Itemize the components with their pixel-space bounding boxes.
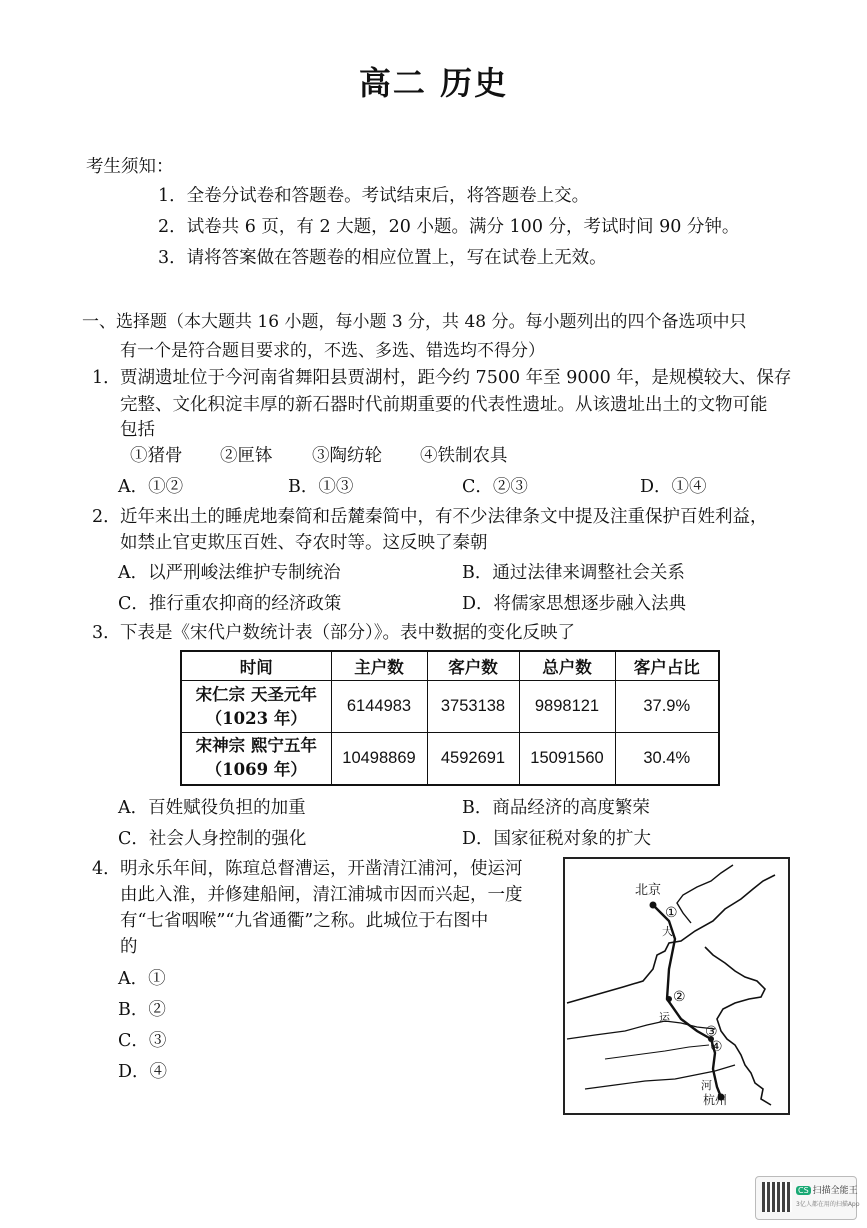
q4-stem-line: 的 <box>120 937 138 957</box>
q3-stem: 下表是《宋代户数统计表（部分）》。表中数据的变化反映了 <box>120 623 575 643</box>
q1-option-d[interactable]: D．①④ <box>640 477 707 497</box>
scanner-brand <box>796 1183 858 1196</box>
map-label-hangzhou: 杭州 <box>703 1093 728 1107</box>
q1-item: ②匣钵 <box>220 446 273 466</box>
q1-item: ①猪骨 <box>130 446 183 466</box>
q2-number: 2． <box>92 507 121 527</box>
map-marker-1: ① <box>665 905 678 921</box>
table-header: 总户数 <box>519 651 615 681</box>
notice-heading: 考生须知： <box>86 157 174 177</box>
map-label-da: 大 <box>662 925 673 938</box>
table-cell: 37.9% <box>615 681 719 733</box>
map-label-yun: 运 <box>659 1011 670 1024</box>
q2-option-c[interactable]: C．推行重农抑商的经济政策 <box>118 594 342 614</box>
scanner-watermark <box>755 1176 860 1220</box>
time-line: （1023 年） <box>205 708 307 728</box>
cs-logo-icon: CS <box>798 1186 809 1195</box>
section-heading: 一、选择题（本大题共 16 小题，每小题 3 分，共 48 分。每小题列出的四个备选项中只 <box>82 312 747 332</box>
table-cell: 9898121 <box>519 681 615 733</box>
map-drawing <box>565 859 788 1113</box>
scanner-tagline: 3亿人都在用的扫描App <box>796 1201 860 1208</box>
notice-item: 1．全卷分试卷和答题卷。考试结束后，将答题卷上交。 <box>158 186 590 206</box>
map-marker-2: ② <box>673 989 686 1005</box>
table-cell: 4592691 <box>427 733 519 785</box>
table-cell: 30.4% <box>615 733 719 785</box>
table-header-row <box>181 651 719 681</box>
q1-number: 1． <box>92 368 121 388</box>
table-cell: 15091560 <box>519 733 615 785</box>
table-cell: 10498869 <box>331 733 427 785</box>
time-line: 宋仁宗 天圣元年 <box>195 684 317 704</box>
table-header: 客户占比 <box>615 651 719 681</box>
huai-river <box>605 1045 709 1059</box>
time-line: （1069 年） <box>205 760 307 780</box>
q1-stem-line: 贾湖遗址位于今河南省舞阳县贾湖村，距今约 7500 年至 9000 年，是规模较大、保存 <box>120 368 792 388</box>
q3-option-b[interactable]: B．商品经济的高度繁荣 <box>462 798 650 818</box>
notice-item: 2．试卷共 6 页，有 2 大题，20 小题。满分 100 分，考试时间 90 分钟。 <box>158 217 740 237</box>
scanner-app-name: 扫描全能王 <box>812 1186 858 1196</box>
qr-code-icon <box>762 1182 792 1212</box>
table-cell: 3753138 <box>427 681 519 733</box>
time-line: 宋神宗 熙宁五年 <box>195 736 317 756</box>
household-table <box>180 650 720 786</box>
q4-option-c[interactable]: C．③ <box>118 1031 167 1051</box>
q3-option-a[interactable]: A．百姓赋役负担的加重 <box>118 798 306 818</box>
table-header: 主户数 <box>331 651 427 681</box>
q3-number: 3． <box>92 623 121 643</box>
q4-option-a[interactable]: A．① <box>118 969 166 989</box>
page-title: 高二 历史 <box>358 64 509 102</box>
q4-stem-line: 由此入淮，并修建船闸，清江浦城市因而兴起，一度 <box>120 885 523 905</box>
q1-option-c[interactable]: C．②③ <box>462 477 528 497</box>
section-heading-cont: 有一个是符合题目要求的，不选、多选、错选均不得分） <box>120 341 545 361</box>
map-marker-4: ④ <box>710 1039 723 1055</box>
map-label-he: 河 <box>701 1079 712 1092</box>
table-cell-time <box>181 681 331 733</box>
table-cell-time <box>181 733 331 785</box>
q1-option-a[interactable]: A．①② <box>118 477 184 497</box>
table-cell: 6144983 <box>331 681 427 733</box>
q4-option-d[interactable]: D．④ <box>118 1062 168 1082</box>
beijing-dot <box>650 902 657 909</box>
table-header: 客户数 <box>427 651 519 681</box>
q1-item: ③陶纺轮 <box>312 446 382 466</box>
notice-item: 3．请将答案做在答题卷的相应位置上，写在试卷上无效。 <box>158 248 607 268</box>
q2-stem-line: 近年来出土的睡虎地秦简和岳麓秦简中，有不少法律条文中提及注重保护百姓利益， <box>120 507 768 527</box>
q3-option-d[interactable]: D．国家征税对象的扩大 <box>462 829 652 849</box>
map-label-beijing: 北京 <box>635 883 662 898</box>
city-dot <box>666 996 672 1002</box>
q3-option-c[interactable]: C．社会人身控制的强化 <box>118 829 307 849</box>
q4-stem-line: 明永乐年间，陈瑄总督漕运，开凿清江浦河，使运河 <box>120 859 523 879</box>
bohai-coast <box>677 865 733 923</box>
coastline-north <box>567 875 775 1003</box>
q4-stem-line: 有“七省咽喉”“九省通衢”之称。此城位于右图中 <box>120 911 489 931</box>
table-header: 时间 <box>181 651 331 681</box>
q1-stem-line: 包括 <box>120 420 155 440</box>
yellow-river <box>567 1021 715 1039</box>
q2-option-b[interactable]: B．通过法律来调整社会关系 <box>462 563 685 583</box>
q2-stem-line: 如禁止官吏欺压百姓、夺农时等。这反映了秦朝 <box>120 533 488 553</box>
q2-option-d[interactable]: D．将儒家思想逐步融入法典 <box>462 594 687 614</box>
q1-item: ④铁制农具 <box>420 446 508 466</box>
q1-stem-line: 完整、文化积淀丰厚的新石器时代前期重要的代表性遗址。从该遗址出土的文物可能 <box>120 395 768 415</box>
q4-option-b[interactable]: B．② <box>118 1000 166 1020</box>
map-marker-3: ③ <box>705 1024 718 1040</box>
grand-canal-map <box>563 857 790 1115</box>
q1-option-b[interactable]: B．①③ <box>288 477 354 497</box>
q4-number: 4． <box>92 859 121 879</box>
table-row <box>181 733 719 785</box>
table-row <box>181 681 719 733</box>
q2-option-a[interactable]: A．以严刑峻法维护专制统治 <box>118 563 341 583</box>
